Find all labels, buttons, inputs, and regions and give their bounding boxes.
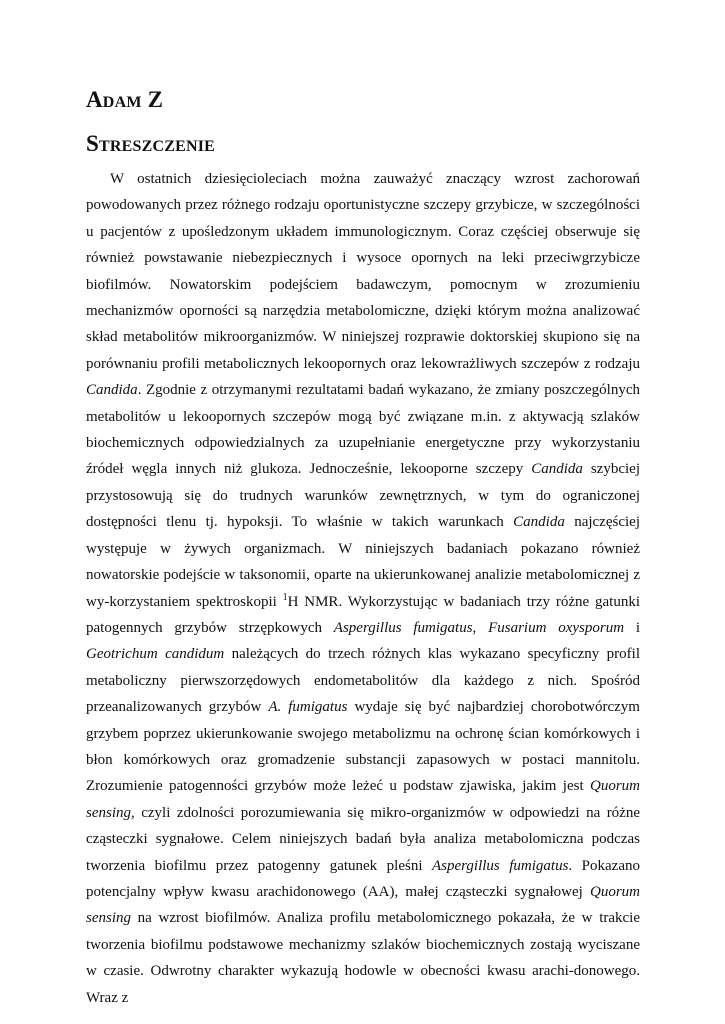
abstract-paragraph [86, 166, 640, 1011]
section-title: Streszczenie [86, 131, 216, 156]
italic-term: Fusarium oxysporum [488, 619, 625, 636]
text-run: , [472, 619, 489, 636]
italic-term: Aspergillus fumigatus [431, 857, 569, 874]
italic-term: Quorum sensing [86, 883, 640, 927]
text-run: , czyli zdolności porozumiewania się mikro-organizmów w odpowiedzi na różne cząsteczki sygnałowe. Celem niniejszych badań była analiza metabolomiczna podczas tworzenia biofilmu przez patogenny gatunek pleśni [86, 804, 640, 874]
italic-term: A. fumigatus [268, 699, 348, 716]
italic-term: Aspergillus fumigatus [333, 619, 473, 636]
text-run: . Zgodnie z otrzymanymi rezultatami badań wykazano, że zmiany poszczególnych metabolitów u lekoopornych szczepów mogą być związane m.in. z aktywacją szlaków biochemicznych odpowiedzialnych za uzupełnianie energetyczne przy wykorzystaniu źródeł węgla innych niż glukoza. Jednocześnie, lekooporne szczepy [86, 382, 640, 478]
text-run: należących do trzech różnych klas wykazano specyficzny profil metaboliczny pierwszorzędowych endometabolitów dla każdego z nich. Spośród przeanalizowanych grzybów [86, 646, 641, 716]
superscript-text: 1 [282, 591, 288, 603]
text-run: wydaje się być najbardziej chorobotwórczym grzybem poprzez ukierunkowanie swojego metabolizmu na ochronę ścian komórkowych i błon komórkowych oraz gromadzenie substancji zapasowych w postaci mannitolu. Zrozumienie patogenności grzybów może leżeć u podstaw zjawiska, jakim jest [86, 699, 640, 795]
italic-term: Candida [513, 514, 565, 531]
text-run: szybciej przystosowują się do trudnych warunków zewnętrznych, w tym do ograniczonej dostępności tlenu tj. hypoksji. To właśnie w takich warunkach [86, 461, 640, 531]
italic-term: Candida [86, 382, 138, 399]
author-name: Adam Z [86, 87, 164, 112]
text-run: najczęściej występuje w żywych organizmach. W niniejszych badaniach pokazano również nowatorskie podejście w taksonomii, oparte na ukierunkowanej analizie metabolomicznej z wy-korzystaniem spektroskopii [86, 514, 640, 610]
italic-term: Quorum sensing [86, 778, 640, 821]
text-run: i [624, 619, 641, 636]
italic-term: Candida [531, 461, 583, 478]
text-run: na wzrost biofilmów. Analiza profilu metabolomicznego pokazała, że w trakcie tworzenia biofilmu podstawowe mechanizmy szlaków biochemicznych zostają wyciszane w czasie. Odwrotny charakter wykazują hodowle w obecności kwasu arachi-donowego. Wraz z [86, 910, 640, 1006]
text-run: H NMR. Wykorzystując w badaniach trzy różne gatunki patogennych grzybów strzępkowych [86, 593, 640, 636]
text-run: . Pokazano potencjalny wpływ kwasu arachidonowego (AA), małej cząsteczki sygnałowej [86, 857, 640, 900]
text-run: W ostatnich dziesięcioleciach można zauważyć znaczący wzrost zachorowań powodowanych przez różnego rodzaju oportunistyczne szczepy grzybicze, w szczególności u pacjentów z upośledzonym układem immunologicznym. Coraz częściej obserwuje się również powstawanie niebezpiecznych i wysoce opornych na leki przeciwgrzybicze biofilmów. Nowatorskim podejściem badawczym, pomocnym w zrozumieniu mechanizmów oporności są narzędzia metabolomiczne, dzięki którym można analizować skład metabolitów mikroorganizmów. W niniejszej rozprawie doktorskiej skupiono się na porównaniu profili metabolicznych lekoopornych oraz lekowrażliwych szczepów z rodzaju [86, 171, 640, 372]
italic-term: Geotrichum candidum [86, 646, 225, 663]
